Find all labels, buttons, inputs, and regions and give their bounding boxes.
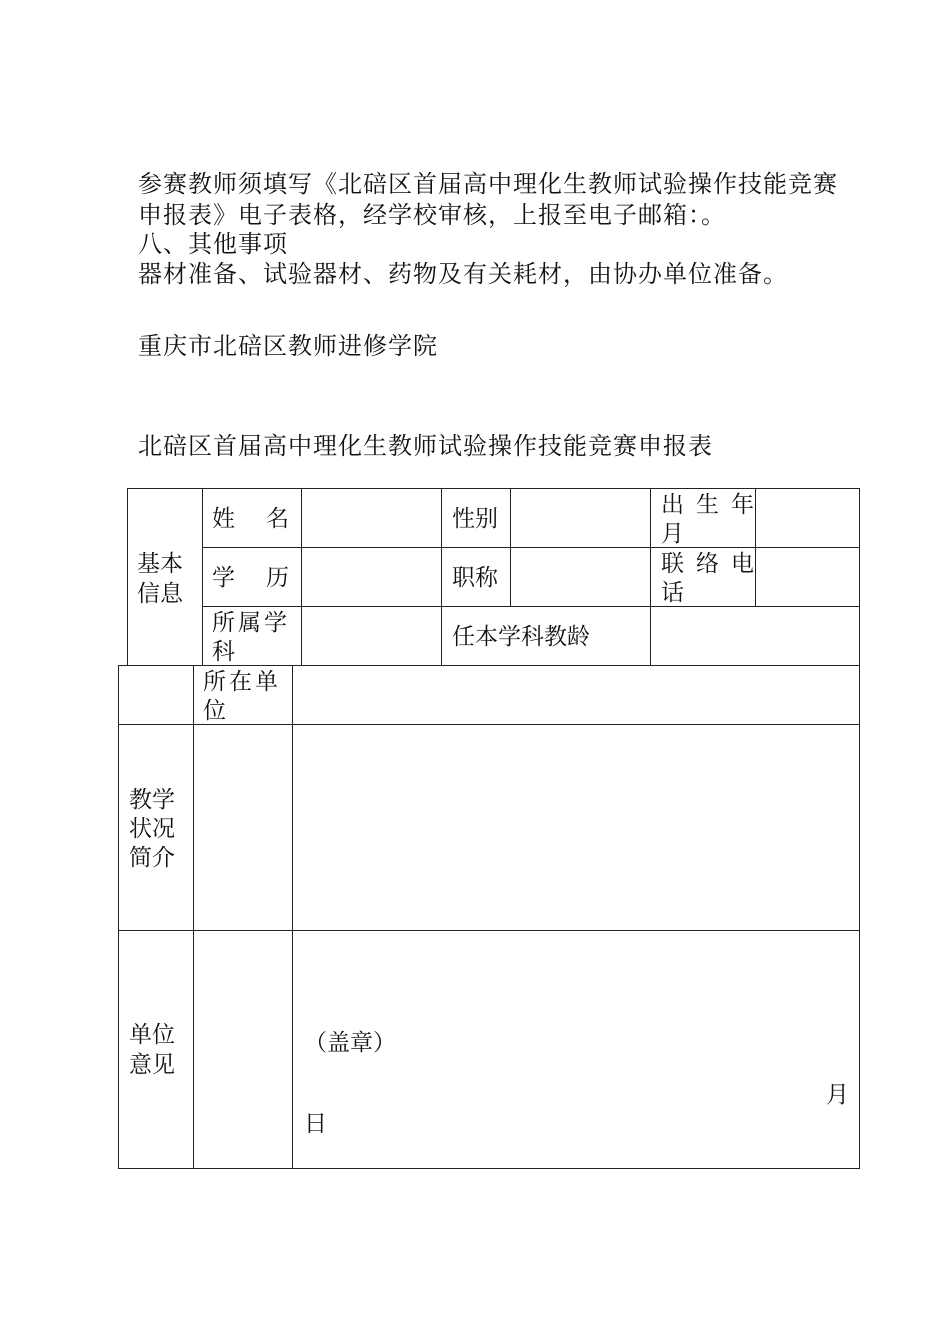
subject-label-1: 所属学 [212,610,290,636]
name-label: 姓 名 [212,506,293,532]
basic-info-label-1: 基本 [137,551,183,577]
education-input-cell[interactable] [301,547,442,607]
teaching-years-input-cell[interactable] [650,606,860,666]
opinion-label-1: 单位 [129,1022,175,1048]
day-label: 日 [304,1111,327,1137]
teaching-input-cell[interactable] [292,724,860,931]
subject-input-cell[interactable] [301,606,442,666]
birth-label-2: 月 [661,521,684,547]
opinion-empty-cell [193,930,293,1169]
basic-info-label-2: 信息 [137,581,183,607]
gender-label: 性别 [452,506,498,532]
subject-label-2: 科 [212,639,235,665]
gender-input-cell[interactable] [510,488,651,548]
organization-name: 重庆市北碚区教师进修学院 [138,332,438,360]
opinion-label-2: 意见 [129,1052,175,1078]
teaching-label-2: 状况 [129,816,175,842]
birth-input-cell[interactable] [755,488,860,548]
paragraph-line-1: 参赛教师须填写《北碚区首届高中理化生教师试验操作技能竞赛 [138,170,838,198]
section-8-body: 器材准备、试验器材、药物及有关耗材，由协办单位准备。 [138,260,788,288]
title-input-cell[interactable] [510,547,651,607]
teaching-empty-cell [193,724,293,931]
title-label: 职称 [452,565,498,591]
section-8-title: 八、其他事项 [138,230,288,258]
phone-input-cell[interactable] [755,547,860,607]
teaching-label-1: 教学 [129,787,175,813]
education-label: 学 历 [212,565,293,591]
unit-input-cell[interactable] [292,665,860,725]
seal-label: （盖章） [304,1030,396,1056]
opinion-label-cell [118,930,194,1169]
paragraph-line-2: 申报表》电子表格，经学校审核，上报至电子邮箱：。 [138,201,726,229]
unit-empty-cell [118,665,194,725]
form-title: 北碚区首届高中理化生教师试验操作技能竞赛申报表 [138,432,713,460]
month-label: 月 [826,1082,849,1108]
name-input-cell[interactable] [301,488,442,548]
unit-label-1: 所在单 [203,669,281,695]
phone-label-2: 话 [661,580,684,606]
unit-label-2: 位 [203,698,226,724]
teaching-years-label: 任本学科教龄 [452,624,590,650]
teaching-label-3: 简介 [129,845,175,871]
phone-label-1: 联络电 [661,551,766,577]
birth-label-1: 出生年 [661,492,766,518]
